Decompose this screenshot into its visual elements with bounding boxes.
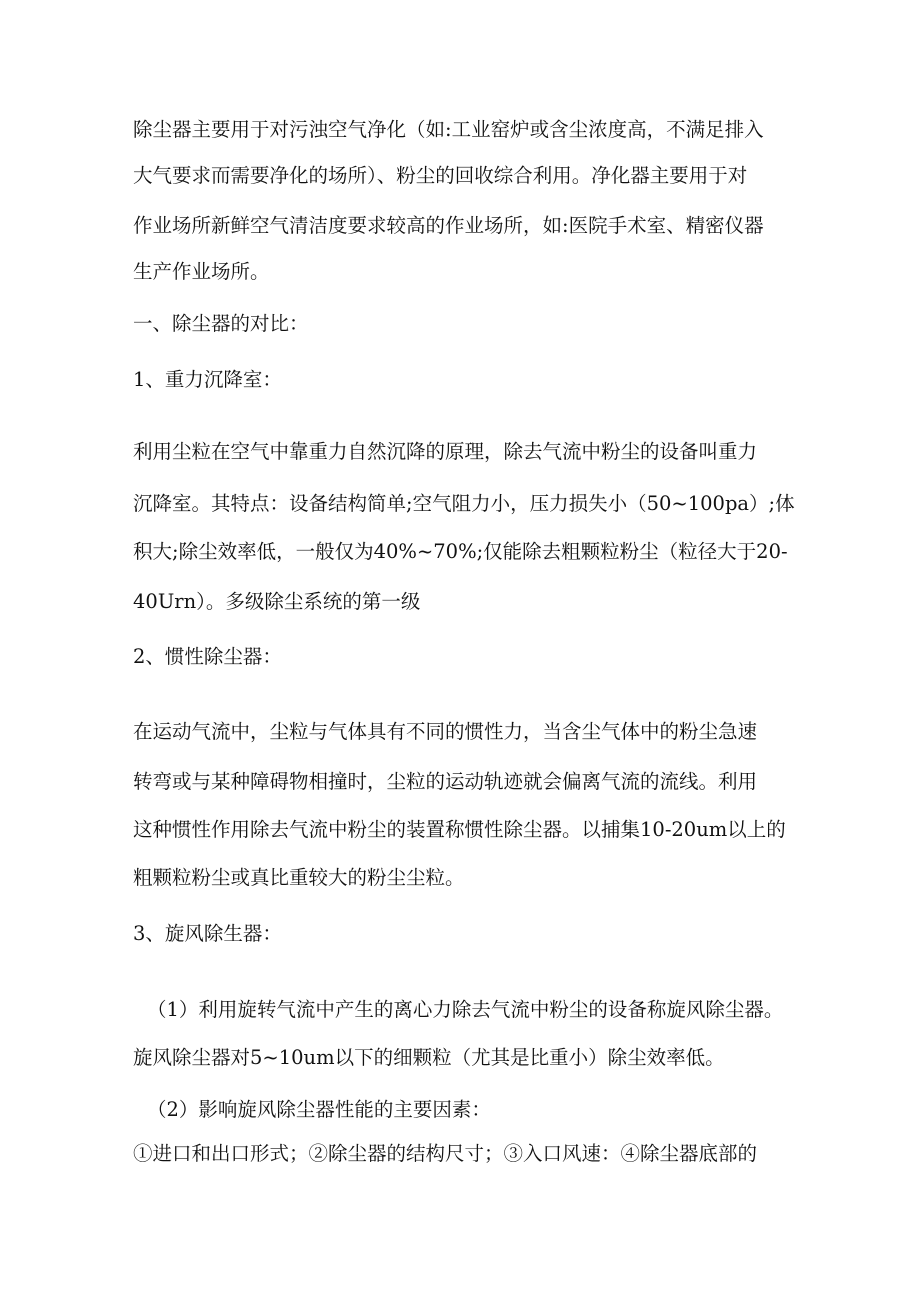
item-1-body-line-3: 积大;除尘效率低，一般仅为40%~70%;仅能除去粗颗粒粉尘（粒径大于20- bbox=[133, 540, 788, 563]
item-2-body-line-2: 转弯或与某种障碍物相撞时，尘粒的运动轨迹就会偏离气流的流线。利用 bbox=[133, 770, 758, 793]
intro-line-3: 作业场所新鲜空气清洁度要求较高的作业场所，如:医院手术室、精密仪器 bbox=[133, 214, 764, 237]
item-2-body-line-3: 这种惯性作用除去气流中粉尘的装置称惯性除尘器。以捕集10-20um以上的 bbox=[133, 818, 786, 841]
item-1-body-line-1: 利用尘粒在空气中靠重力自然沉降的原理，除去气流中粉尘的设备叫重力 bbox=[133, 440, 758, 463]
item-3-body-line-4: ①进口和出口形式；②除尘器的结构尺寸；③入口风速：④除尘器底部的 bbox=[133, 1142, 758, 1165]
item-3-body-line-1: （1）利用旋转气流中产生的离心力除去气流中粉尘的设备称旋风除尘器。 bbox=[147, 998, 784, 1021]
intro-line-4: 生产作业场所。 bbox=[133, 260, 270, 283]
section-heading: 一、除尘器的对比： bbox=[133, 312, 309, 335]
item-2-heading: 2、惯性除尘器： bbox=[133, 645, 282, 668]
item-3-body-line-2: 旋风除尘器对5~10um以下的细颗粒（尤其是比重小）除尘效率低。 bbox=[133, 1046, 725, 1069]
intro-line-1: 除尘器主要用于对污浊空气净化（如:工业窑炉或含尘浓度高，不满足排入 bbox=[133, 118, 764, 141]
item-3-body-line-3: （2）影响旋风除尘器性能的主要因素： bbox=[147, 1098, 491, 1121]
item-3-heading: 3、旋风除生器： bbox=[133, 922, 282, 945]
item-1-body-line-2: 沉降室。其特点：设备结构简单;空气阻力小，压力损失小（50~100pa）;体 bbox=[133, 492, 795, 515]
intro-line-2: 大气要求而需要净化的场所）、粉尘的回收综合利用。净化器主要用于对 bbox=[133, 164, 748, 187]
item-1-heading: 1、重力沉降室： bbox=[133, 368, 282, 391]
item-2-body-line-1: 在运动气流中，尘粒与气体具有不同的惯性力，当含尘气体中的粉尘急速 bbox=[133, 720, 758, 743]
item-1-body-line-4: 40Urn）。多级除尘系统的第一级 bbox=[133, 590, 421, 613]
item-2-body-line-4: 粗颗粒粉尘或真比重较大的粉尘尘粒。 bbox=[133, 866, 465, 889]
